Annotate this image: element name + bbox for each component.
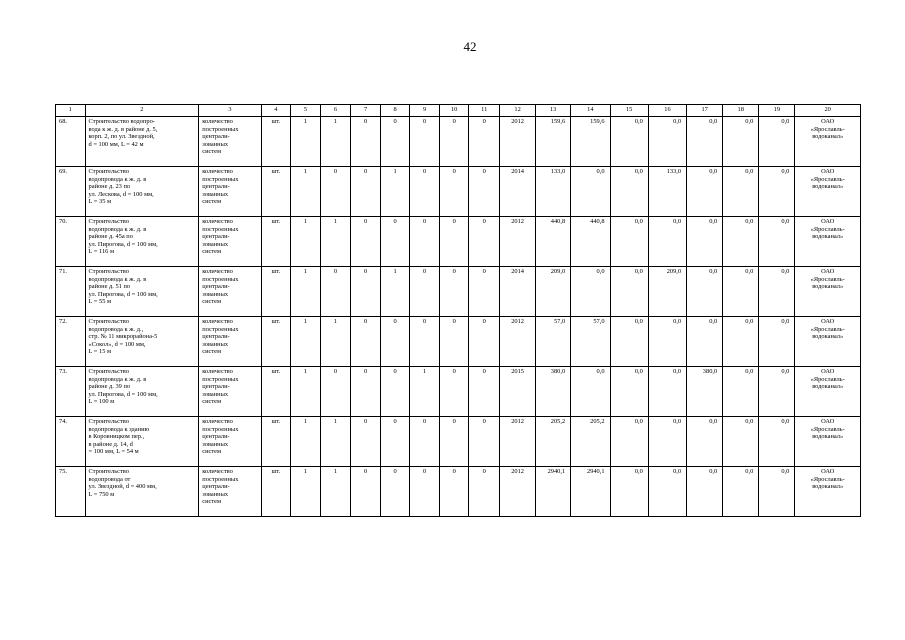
cell-cost-2014: 0,0 [648, 417, 686, 467]
cell-unit: шт. [261, 167, 291, 217]
cell-y2014: 1 [380, 167, 410, 217]
cell-y2013: 0 [351, 117, 381, 167]
cell-y2016: 0 [439, 367, 469, 417]
table-row [56, 417, 861, 467]
cell-row-number: 72. [56, 317, 86, 367]
column-header: 2 [85, 105, 199, 117]
cell-y2015: 0 [410, 317, 440, 367]
column-header: 13 [536, 105, 571, 117]
cell-executor: ОАО «Ярославль- водоканал» [795, 467, 861, 517]
column-header: 9 [410, 105, 440, 117]
table-row [56, 317, 861, 367]
cell-row-number: 71. [56, 267, 86, 317]
cell-unit: шт. [261, 217, 291, 267]
cell-total: 1 [291, 217, 321, 267]
cell-y2013: 0 [351, 217, 381, 267]
cell-y2016: 0 [439, 167, 469, 217]
cell-indicator: количество построенных централи- зованных систем [199, 167, 261, 217]
column-header: 14 [571, 105, 610, 117]
cell-cost-total: 2940,1 [536, 467, 571, 517]
cell-cost-2017: 0,0 [759, 117, 795, 167]
column-header: 3 [199, 105, 261, 117]
cell-unit: шт. [261, 367, 291, 417]
cell-y2015: 0 [410, 417, 440, 467]
cell-cost-2013: 0,0 [610, 167, 648, 217]
cell-y2017: 0 [469, 317, 500, 367]
cell-executor: ОАО «Ярославль- водоканал» [795, 267, 861, 317]
cell-y2013: 0 [351, 467, 381, 517]
table-row [56, 467, 861, 517]
cell-row-number: 73. [56, 367, 86, 417]
cell-unit: шт. [261, 267, 291, 317]
cell-y2015: 0 [410, 167, 440, 217]
cell-cost-2016: 0,0 [723, 217, 759, 267]
cell-y2016: 0 [439, 267, 469, 317]
cell-cost-2017: 0,0 [759, 367, 795, 417]
cell-row-number: 68. [56, 117, 86, 167]
column-header: 11 [469, 105, 500, 117]
cell-cost-total: 209,0 [536, 267, 571, 317]
cell-cost-2017: 0,0 [759, 317, 795, 367]
cell-cost-2017: 0,0 [759, 467, 795, 517]
cell-total: 1 [291, 467, 321, 517]
cell-cost-2012: 0,0 [571, 167, 610, 217]
cell-y2016: 0 [439, 317, 469, 367]
cell-object-name: Строительство водопровода к ж. д. в районе д. 45а по ул. Пирогова, d = 100 мм, L = 116 м [85, 217, 199, 267]
cell-executor: ОАО «Ярославль- водоканал» [795, 217, 861, 267]
cell-cost-2012: 2940,1 [571, 467, 610, 517]
cell-cost-2016: 0,0 [723, 167, 759, 217]
column-header: 17 [687, 105, 723, 117]
cell-cost-2013: 0,0 [610, 417, 648, 467]
cell-cost-total: 159,6 [536, 117, 571, 167]
cell-y2014: 0 [380, 217, 410, 267]
cell-cost-2015: 0,0 [687, 317, 723, 367]
cell-object-name: Строительство водопровода от ул. Звездной, d = 400 мм, L = 750 м [85, 467, 199, 517]
cell-cost-2015: 0,0 [687, 267, 723, 317]
cell-cost-total: 205,2 [536, 417, 571, 467]
table-row [56, 117, 861, 167]
cell-y2015: 0 [410, 267, 440, 317]
column-header: 18 [723, 105, 759, 117]
cell-year: 2012 [500, 417, 536, 467]
cell-y2015: 0 [410, 217, 440, 267]
cell-unit: шт. [261, 417, 291, 467]
cell-executor: ОАО «Ярославль- водоканал» [795, 167, 861, 217]
cell-cost-total: 133,0 [536, 167, 571, 217]
cell-y2015: 0 [410, 117, 440, 167]
cell-unit: шт. [261, 317, 291, 367]
cell-y2017: 0 [469, 117, 500, 167]
cell-y2016: 0 [439, 217, 469, 267]
cell-cost-2014: 209,0 [648, 267, 686, 317]
data-table [55, 104, 861, 517]
cell-cost-2016: 0,0 [723, 267, 759, 317]
cell-cost-2014: 0,0 [648, 467, 686, 517]
column-header: 7 [351, 105, 381, 117]
cell-year: 2012 [500, 317, 536, 367]
cell-cost-total: 380,0 [536, 367, 571, 417]
cell-cost-2015: 0,0 [687, 217, 723, 267]
cell-y2017: 0 [469, 217, 500, 267]
table-body [56, 105, 861, 517]
cell-object-name: Строительство водопровода к ж. д. в районе д. 23 по ул. Лескова, d = 100 мм, L = 35 м [85, 167, 199, 217]
cell-object-name: Строительство водопровода к ж. д. в районе д. 51 по ул. Пирогова, d = 100 мм, L = 55 м [85, 267, 199, 317]
column-header: 8 [380, 105, 410, 117]
cell-y2013: 0 [351, 267, 381, 317]
column-header: 5 [291, 105, 321, 117]
cell-indicator: количество построенных централи- зованных систем [199, 417, 261, 467]
table-row [56, 367, 861, 417]
cell-cost-2015: 0,0 [687, 467, 723, 517]
cell-executor: ОАО «Ярославль- водоканал» [795, 367, 861, 417]
cell-year: 2012 [500, 217, 536, 267]
cell-cost-2017: 0,0 [759, 417, 795, 467]
cell-unit: шт. [261, 467, 291, 517]
cell-indicator: количество построенных централи- зованных систем [199, 217, 261, 267]
cell-cost-2013: 0,0 [610, 117, 648, 167]
cell-y2014: 0 [380, 317, 410, 367]
column-header: 12 [500, 105, 536, 117]
cell-total: 1 [291, 267, 321, 317]
cell-executor: ОАО «Ярославль- водоканал» [795, 417, 861, 467]
column-header: 6 [320, 105, 351, 117]
cell-object-name: Строительство водопровода к зданию в Коровницком пер., в районе д. 14, d = 100 мм, L = 54 м [85, 417, 199, 467]
cell-cost-2015: 380,0 [687, 367, 723, 417]
cell-cost-2014: 0,0 [648, 367, 686, 417]
cell-cost-2015: 0,0 [687, 417, 723, 467]
column-header: 19 [759, 105, 795, 117]
cell-cost-2014: 0,0 [648, 217, 686, 267]
cell-row-number: 70. [56, 217, 86, 267]
cell-executor: ОАО «Ярославль- водоканал» [795, 317, 861, 367]
cell-y2012: 1 [320, 317, 351, 367]
cell-row-number: 74. [56, 417, 86, 467]
cell-year: 2012 [500, 467, 536, 517]
cell-object-name: Строительство водопро- вода к ж. д. в районе д. 5, корп. 2, по ул. Звездной, d = 100 мм, L = 42 м [85, 117, 199, 167]
column-header: 1 [56, 105, 86, 117]
cell-y2015: 1 [410, 367, 440, 417]
column-header: 15 [610, 105, 648, 117]
cell-y2013: 0 [351, 417, 381, 467]
cell-year: 2014 [500, 167, 536, 217]
cell-indicator: количество построенных централи- зованных систем [199, 317, 261, 367]
cell-y2015: 0 [410, 467, 440, 517]
cell-total: 1 [291, 417, 321, 467]
cell-cost-2016: 0,0 [723, 417, 759, 467]
cell-y2016: 0 [439, 117, 469, 167]
cell-y2017: 0 [469, 167, 500, 217]
cell-cost-2013: 0,0 [610, 467, 648, 517]
cell-cost-2012: 57,0 [571, 317, 610, 367]
cell-y2017: 0 [469, 267, 500, 317]
header-row [56, 105, 861, 117]
cell-y2016: 0 [439, 467, 469, 517]
cell-y2013: 0 [351, 317, 381, 367]
cell-y2017: 0 [469, 467, 500, 517]
cell-y2012: 0 [320, 367, 351, 417]
cell-y2014: 1 [380, 267, 410, 317]
cell-cost-2017: 0,0 [759, 167, 795, 217]
cell-y2017: 0 [469, 417, 500, 467]
cell-y2017: 0 [469, 367, 500, 417]
cell-y2016: 0 [439, 417, 469, 467]
table-row [56, 267, 861, 317]
cell-indicator: количество построенных централи- зованных систем [199, 467, 261, 517]
cell-y2012: 1 [320, 217, 351, 267]
cell-y2012: 1 [320, 467, 351, 517]
cell-row-number: 69. [56, 167, 86, 217]
cell-cost-2013: 0,0 [610, 317, 648, 367]
column-header: 10 [439, 105, 469, 117]
cell-indicator: количество построенных централи- зованных систем [199, 367, 261, 417]
cell-object-name: Строительство водопровода к ж. д., стр. № 11 микрорайона-5 «Сокол», d = 100 мм, L = 15 м [85, 317, 199, 367]
page-number: 42 [463, 39, 477, 54]
table-row [56, 217, 861, 267]
cell-cost-2016: 0,0 [723, 467, 759, 517]
cell-y2013: 0 [351, 367, 381, 417]
cell-cost-2013: 0,0 [610, 267, 648, 317]
cell-year: 2015 [500, 367, 536, 417]
cell-total: 1 [291, 367, 321, 417]
cell-y2012: 0 [320, 267, 351, 317]
cell-cost-2014: 0,0 [648, 117, 686, 167]
cell-cost-2012: 0,0 [571, 367, 610, 417]
cell-total: 1 [291, 317, 321, 367]
cell-cost-2016: 0,0 [723, 117, 759, 167]
cell-cost-2013: 0,0 [610, 367, 648, 417]
cell-cost-2014: 133,0 [648, 167, 686, 217]
column-header: 16 [648, 105, 686, 117]
cell-cost-2014: 0,0 [648, 317, 686, 367]
cell-year: 2012 [500, 117, 536, 167]
cell-y2012: 1 [320, 417, 351, 467]
cell-cost-2012: 0,0 [571, 267, 610, 317]
cell-indicator: количество построенных централи- зованных систем [199, 267, 261, 317]
cell-y2014: 0 [380, 117, 410, 167]
cell-y2014: 0 [380, 367, 410, 417]
cell-cost-2015: 0,0 [687, 117, 723, 167]
cell-object-name: Строительство водопровода к ж. д. в районе д. 39 по ул. Пирогова, d = 100 мм, L = 100 м [85, 367, 199, 417]
cell-cost-2012: 205,2 [571, 417, 610, 467]
column-header: 4 [261, 105, 291, 117]
cell-cost-total: 440,8 [536, 217, 571, 267]
cell-y2014: 0 [380, 467, 410, 517]
cell-y2012: 0 [320, 167, 351, 217]
cell-cost-2012: 159,6 [571, 117, 610, 167]
cell-total: 1 [291, 117, 321, 167]
cell-year: 2014 [500, 267, 536, 317]
cell-indicator: количество построенных централи- зованных систем [199, 117, 261, 167]
cell-cost-2017: 0,0 [759, 217, 795, 267]
cell-cost-2016: 0,0 [723, 367, 759, 417]
cell-row-number: 75. [56, 467, 86, 517]
cell-executor: ОАО «Ярославль- водоканал» [795, 117, 861, 167]
cell-cost-2012: 440,8 [571, 217, 610, 267]
table-row [56, 167, 861, 217]
cell-cost-2017: 0,0 [759, 267, 795, 317]
cell-y2014: 0 [380, 417, 410, 467]
cell-total: 1 [291, 167, 321, 217]
cell-cost-2015: 0,0 [687, 167, 723, 217]
column-header: 20 [795, 105, 861, 117]
cell-y2013: 0 [351, 167, 381, 217]
cell-unit: шт. [261, 117, 291, 167]
cell-cost-2013: 0,0 [610, 217, 648, 267]
cell-cost-total: 57,0 [536, 317, 571, 367]
cell-y2012: 1 [320, 117, 351, 167]
cell-cost-2016: 0,0 [723, 317, 759, 367]
